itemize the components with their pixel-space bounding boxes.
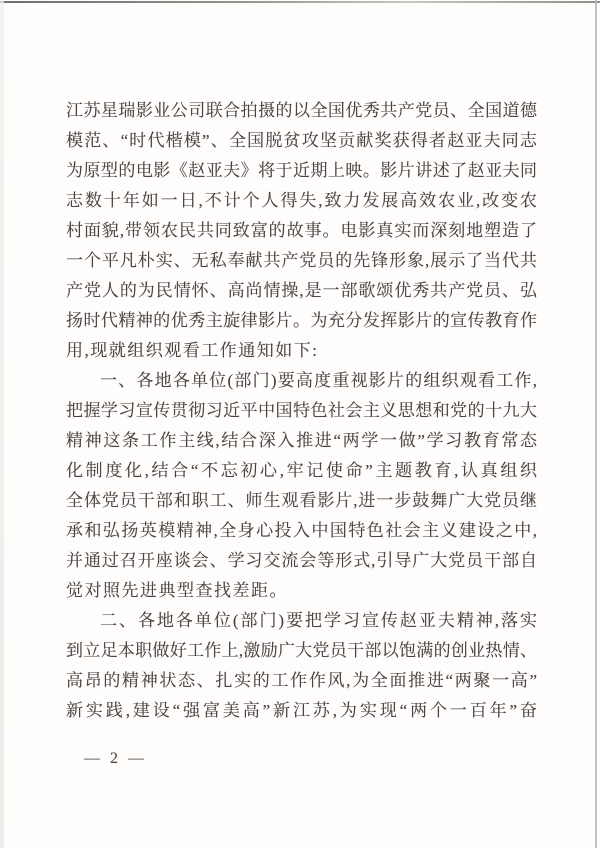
text-line: 产党人的为民情怀、高尚情操,是一部歌颂优秀共产党员、弘: [66, 281, 537, 300]
text-line: 村面貌,带领农民共同致富的故事。电影真实而深刻地塑造了: [66, 221, 537, 240]
text-line: 高昂的精神状态、扎实的工作作风,为全面推进“两聚一高”: [66, 671, 537, 690]
text-line-section-1: 一、各地各单位(部门)要高度重视影片的组织观看工作,: [100, 371, 537, 390]
text-line: 扬时代精神的优秀主旋律影片。为充分发挥影片的宣传教育作: [66, 311, 537, 330]
text-line: 化制度化,结合“不忘初心,牢记使命”主题教育,认真组织: [66, 461, 537, 480]
text-line: 志数十年如一日,不计个人得失,致力发展高效农业,改变农: [66, 191, 537, 210]
scan-right-edge: [595, 0, 597, 848]
text-line: 觉对照先进典型查找差距。: [66, 581, 288, 600]
text-line: 把握学习宣传贯彻习近平中国特色社会主义思想和党的十九大: [66, 401, 537, 420]
text-line: 用,现就组织观看工作通知如下:: [66, 341, 319, 360]
scan-top-edge: [0, 1, 600, 3]
page-number: — 2 —: [84, 750, 147, 767]
text-line: 到立足本职做好工作上,激励广大党员干部以饱满的创业热情、: [66, 641, 537, 660]
text-line: 江苏星瑞影业公司联合拍摄的以全国优秀共产党员、全国道德: [66, 101, 537, 120]
text-line: 一个平凡朴实、无私奉献共产党员的先锋形象,展示了当代共: [66, 251, 537, 270]
text-line: 全体党员干部和职工、师生观看影片,进一步鼓舞广大党员继: [66, 491, 537, 510]
document-body: [66, 96, 537, 726]
text-line: 精神这条工作主线,结合深入推进“两学一做”学习教育常态: [66, 431, 537, 450]
scan-left-edge: [0, 0, 4, 848]
text-line: 并通过召开座谈会、学习交流会等形式,引导广大党员干部自: [66, 551, 537, 570]
text-line: 承和弘扬英模精神,全身心投入中国特色社会主义建设之中,: [66, 521, 537, 540]
text-line: 新实践,建设“强富美高”新江苏,为实现“两个一百年”奋: [66, 701, 537, 720]
text-line: 为原型的电影《赵亚夫》将于近期上映。影片讲述了赵亚夫同: [66, 161, 537, 180]
text-line: 模范、“时代楷模”、全国脱贫攻坚贡献奖获得者赵亚夫同志: [66, 131, 537, 150]
text-line-section-2: 二、各地各单位(部门)要把学习宣传赵亚夫精神,落实: [100, 611, 537, 630]
